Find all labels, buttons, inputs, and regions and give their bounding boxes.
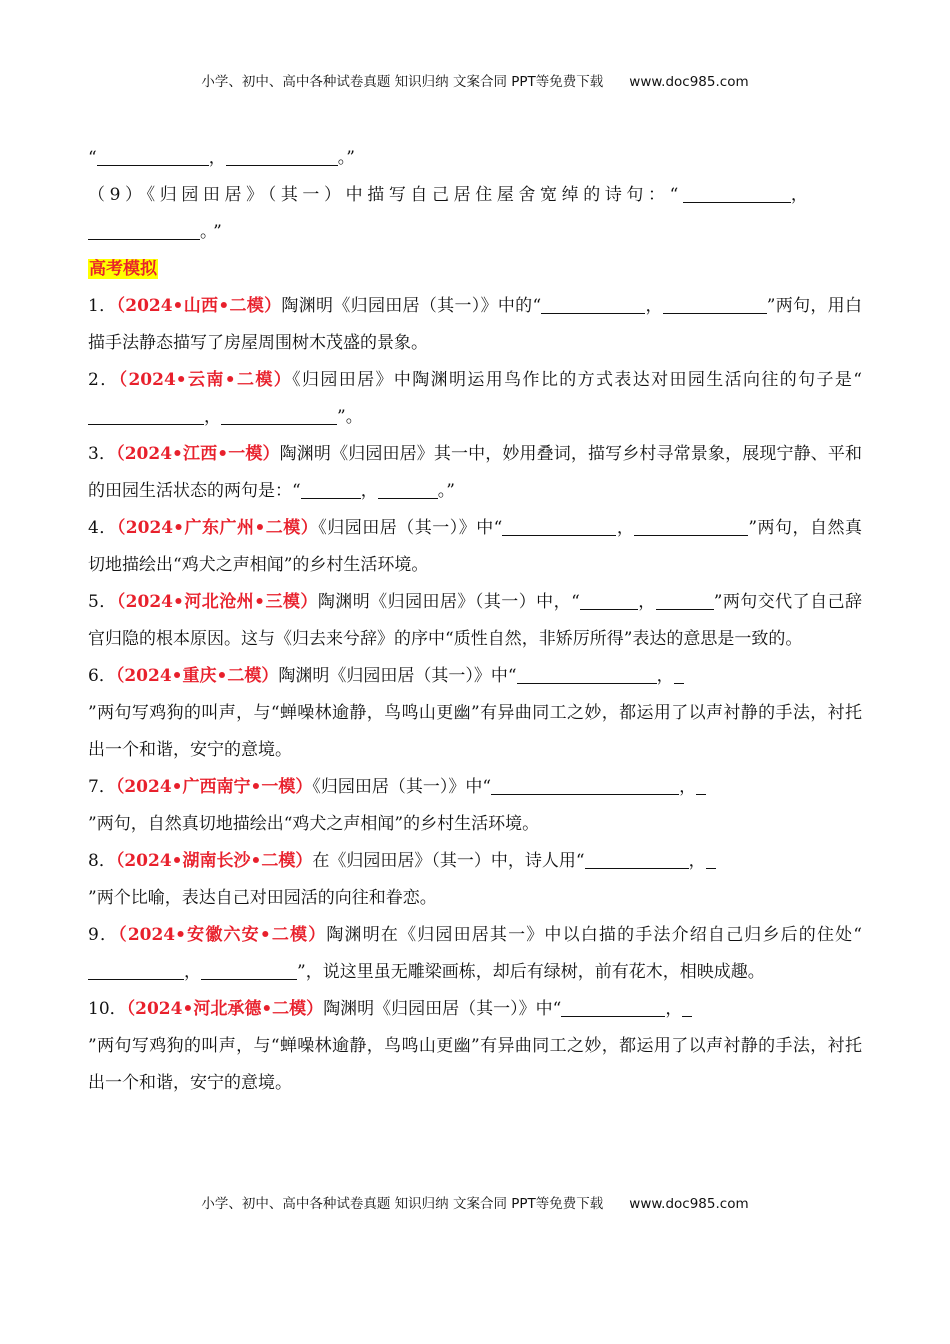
- question-9: 9．（2024•安徽六安•二模）陶渊明在《归园田居其一》中以白描的手法介绍自己归乡后的住处“， ”，说这里虽无雕梁画栋，却后有绿树，前有花木，相映成趣。: [88, 925, 862, 982]
- answer-blank[interactable]: [663, 293, 767, 314]
- answer-blank[interactable]: [88, 219, 200, 240]
- answer-blank[interactable]: [517, 663, 657, 684]
- prev-item-9: （9）《归园田居》（其一）中描写自己居住屋舍宽绰的诗句：“ ， 。”: [88, 177, 862, 251]
- question-source: （2024•湖南长沙•二模）: [115, 851, 313, 871]
- answer-blank[interactable]: [683, 182, 791, 203]
- question-5: 5．（2024•河北沧州•三模）陶渊明《归园田居》（其一）中，“ ， ”两句交代了自己辞官归隐的根本原因。这与《归去来兮辞》的序中“质性自然，非矫厉所得”表达的意思是一致的。: [88, 584, 862, 658]
- section-title: 高考模拟: [89, 259, 157, 279]
- footer-text: 小学、初中、高中各种试卷真题 知识归纳 文案合同 PPT等免费下载: [201, 1196, 604, 1212]
- question-source: （2024•云南•二模）: [118, 370, 293, 390]
- question-source: （2024•河北承德•二模）: [126, 999, 324, 1019]
- question-2: 2．（2024•云南•二模）《归园田居》中陶渊明运用鸟作比的方式表达对田园生活向往的句子是“， ”。: [88, 370, 862, 427]
- question-8: 8．（2024•湖南长沙•二模）在《归园田居》（其一）中，诗人用“ ， ”两个比喻，表达自己对田园活的向往和眷恋。: [88, 843, 862, 917]
- answer-blank[interactable]: [634, 515, 748, 536]
- answer-blank[interactable]: [696, 774, 706, 795]
- answer-blank[interactable]: [226, 145, 338, 166]
- answer-blank[interactable]: [97, 145, 209, 166]
- answer-blank[interactable]: [491, 774, 679, 795]
- question-source: （2024•广西南宁•一模）: [115, 777, 313, 797]
- answer-blank[interactable]: [580, 589, 638, 610]
- question-source: （2024•广东广州•二模）: [116, 518, 319, 538]
- answer-blank[interactable]: [682, 996, 692, 1017]
- question-source: （2024•安徽六安•二模）: [118, 925, 327, 945]
- answer-blank[interactable]: [502, 515, 616, 536]
- question-source: （2024•河北沧州•三模）: [116, 592, 318, 612]
- question-7: 7．（2024•广西南宁•一模）《归园田居（其一）》中“ ， ”两句，自然真切地描绘出“鸡犬之声相闻”的乡村生活环境。: [88, 769, 862, 843]
- answer-blank[interactable]: [201, 959, 297, 980]
- answer-blank[interactable]: [378, 478, 438, 499]
- answer-blank[interactable]: [301, 478, 361, 499]
- answer-blank[interactable]: [88, 404, 204, 425]
- answer-blank[interactable]: [561, 996, 665, 1017]
- question-1: 1．（2024•山西•二模）陶渊明《归园田居（其一）》中的“ ， ”两句，用白描手法静态描写了房屋周围树木茂盛的景象。: [88, 288, 862, 362]
- question-source: （2024•山西•二模）: [116, 296, 282, 316]
- header-text: 小学、初中、高中各种试卷真题 知识归纳 文案合同 PPT等免费下载: [201, 74, 604, 90]
- section-heading: [88, 251, 862, 288]
- document-body: [88, 140, 862, 1102]
- question-10: 10．（2024•河北承德•二模）陶渊明《归园田居（其一）》中“ ， ”两句写鸡狗的叫声，与“蝉噪林逾静，鸟鸣山更幽”有异曲同工之妙，都运用了以声衬静的手法，衬托出一个和谐，安宁的意境。: [88, 991, 862, 1102]
- header-site: www.doc985.com: [629, 74, 749, 90]
- question-source: （2024•重庆•二模）: [115, 666, 279, 686]
- answer-blank[interactable]: [88, 959, 184, 980]
- answer-blank[interactable]: [706, 848, 716, 869]
- question-6: 6．（2024•重庆•二模）陶渊明《归园田居（其一）》中“ ， ”两句写鸡狗的叫声，与“蝉噪林逾静，鸟鸣山更幽”有异曲同工之妙，都运用了以声衬静的手法，衬托出一个和谐，安宁的意境。: [88, 658, 862, 769]
- answer-blank[interactable]: [585, 848, 689, 869]
- answer-blank[interactable]: [541, 293, 645, 314]
- question-4: 4．（2024•广东广州•二模）《归园田居（其一）》中“ ， ”两句，自然真切地描绘出“鸡犬之声相闻”的乡村生活环境。: [88, 510, 862, 584]
- footer-site: www.doc985.com: [629, 1196, 749, 1212]
- answer-blank[interactable]: [656, 589, 714, 610]
- question-source: （2024•江西•一模）: [116, 444, 280, 464]
- page-footer: [0, 1192, 950, 1212]
- question-3: 3．（2024•江西•一模）陶渊明《归园田居》其一中，妙用叠词，描写乡村寻常景象，展现宁静、平和的田园生活状态的两句是：“ ， 。”: [88, 444, 862, 501]
- answer-blank[interactable]: [674, 663, 684, 684]
- page-header: [0, 70, 950, 90]
- prev-blank-line: “ ， 。”: [88, 140, 862, 177]
- answer-blank[interactable]: [221, 404, 337, 425]
